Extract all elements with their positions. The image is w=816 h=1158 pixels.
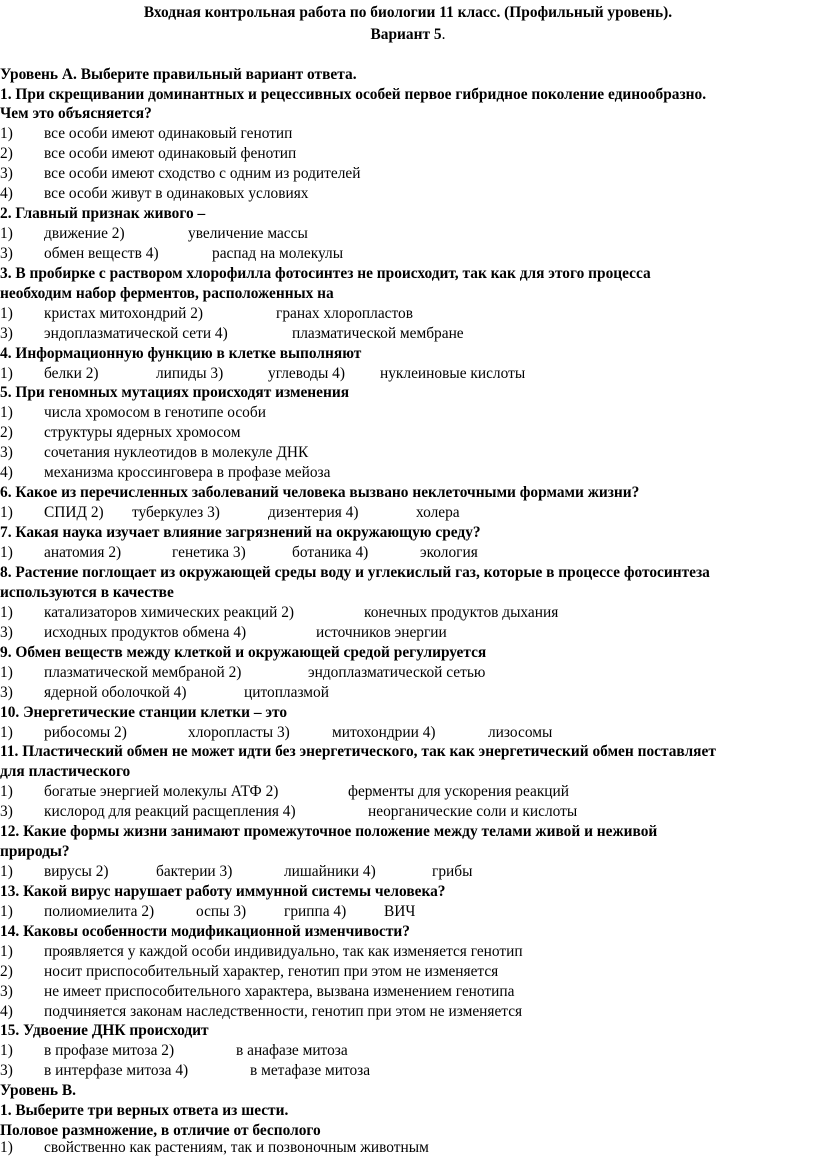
option-text: бактерии 3): [156, 863, 233, 880]
option-text: кислород для реакций расщепления 4): [44, 803, 296, 820]
option-text: эндоплазматической сетью: [308, 664, 486, 681]
option-text: рибосомы 2): [44, 724, 127, 741]
question-11-text: 11. Пластический обмен не может идти без энергетического, так как энергетический обмен поставляет: [0, 743, 716, 760]
question-12-text-cont: природы?: [0, 843, 70, 860]
option-text: белки 2): [44, 365, 99, 382]
option-text: ВИЧ: [384, 903, 416, 920]
question-10-text: 10. Энергетические станции клетки – это: [0, 704, 288, 721]
option-number: 1): [0, 1139, 13, 1156]
option-text: митохондрии 4): [332, 724, 436, 741]
option-number: 1): [0, 863, 13, 880]
question-8-text: 8. Растение поглощает из окружающей среды воду и углекислый газ, которые в процессе фотосинтеза: [0, 564, 710, 581]
option-text: генетика 3): [172, 544, 246, 561]
question-11-text-cont: для пластического: [0, 763, 131, 780]
option-text: эндоплазматической сети 4): [44, 325, 228, 342]
question-4-text: 4. Информационную функцию в клетке выполняют: [0, 345, 362, 362]
option-text: сочетания нуклеотидов в молекуле ДНК: [44, 444, 309, 461]
question-5-option-4: [0, 463, 812, 483]
option-number: 1): [0, 504, 13, 521]
option-number: 1): [0, 943, 13, 960]
option-text: все особи имеют одинаковый фенотип: [44, 145, 297, 162]
option-text: в интерфазе митоза 4): [44, 1062, 189, 1079]
level-b-task-1: 1. Выберите три верных ответа из шести.: [0, 1102, 289, 1119]
option-text: проявляется у каждой особи индивидуально, так как изменяется генотип: [44, 943, 523, 960]
option-number: 1): [0, 783, 13, 800]
option-text: распад на молекулы: [212, 245, 344, 262]
option-number: 4): [0, 1003, 13, 1020]
level-a-heading: Уровень А. Выберите правильный вариант ответа.: [0, 66, 357, 83]
option-text: нуклеиновые кислоты: [380, 365, 526, 382]
option-text: все особи имеют одинаковый генотип: [44, 125, 293, 142]
option-number: 1): [0, 365, 13, 382]
option-text: все особи живут в одинаковых условиях: [44, 185, 309, 202]
question-5-option-1: [0, 403, 812, 423]
option-text: в профазе митоза 2): [44, 1042, 175, 1059]
option-number: 1): [0, 724, 13, 741]
option-text: в анафазе митоза: [236, 1042, 348, 1059]
question-5-option-2: [0, 423, 812, 443]
question-1-option-3: [0, 164, 812, 184]
option-number: 1): [0, 225, 13, 242]
option-text: источников энергии: [316, 624, 447, 641]
option-number: 1): [0, 1042, 13, 1059]
option-text: кристах митохондрий 2): [44, 305, 204, 322]
variant-number: Вариант 5: [370, 26, 442, 43]
option-number: 1): [0, 664, 13, 681]
option-number: 4): [0, 464, 13, 481]
option-text: увеличение массы: [188, 225, 308, 242]
variant-label: [0, 25, 816, 45]
question-14-option-4: [0, 1002, 812, 1022]
option-number: 3): [0, 684, 13, 701]
option-text: механизма кроссинговера в профазе мейоза: [44, 464, 331, 481]
option-number: 4): [0, 185, 13, 202]
option-number: 1): [0, 544, 13, 561]
option-number: 2): [0, 145, 13, 162]
question-14-option-1: [0, 942, 812, 962]
option-text: лишайники 4): [284, 863, 376, 880]
option-text: конечных продуктов дыхания: [364, 604, 559, 621]
option-text: движение 2): [44, 225, 125, 242]
option-text: оспы 3): [196, 903, 247, 920]
option-text: богатые энергией молекулы АТФ 2): [44, 783, 279, 800]
question-12-text: 12. Какие формы жизни занимают промежуточное положение между телами живой и неживой: [0, 823, 658, 840]
question-1-option-2: [0, 144, 812, 164]
option-text: в метафазе митоза: [250, 1062, 371, 1079]
level-b-heading: Уровень В.: [0, 1082, 77, 1099]
question-1-text-cont: Чем это объясняется?: [0, 105, 152, 122]
worksheet-title: Входная контрольная работа по биологии 11 класс. (Профильный уровень).: [143, 4, 673, 21]
option-text: экология: [420, 544, 478, 561]
option-number: 1): [0, 305, 13, 322]
question-14-text: 14. Каковы особенности модификационной изменчивости?: [0, 923, 410, 940]
option-text: холера: [416, 504, 460, 521]
option-number: 3): [0, 245, 13, 262]
option-text: липиды 3): [156, 365, 224, 382]
question-1-option-4: [0, 184, 812, 204]
option-text: ядерной оболочкой 4): [44, 684, 187, 701]
option-text: грибы: [432, 863, 473, 880]
option-number: 3): [0, 803, 13, 820]
option-number: 2): [0, 963, 13, 980]
option-number: 3): [0, 1062, 13, 1079]
question-7-text: 7. Какая наука изучает влияние загрязнений на окружающую среду?: [0, 524, 481, 541]
question-1-option-1: [0, 124, 812, 144]
question-5-text: 5. При геномных мутациях происходят изменения: [0, 384, 350, 401]
question-3-text-cont: необходим набор ферментов, расположенных на: [0, 285, 334, 302]
option-text: СПИД 2): [44, 504, 104, 521]
option-text: неорганические соли и кислоты: [368, 803, 578, 820]
option-number: 3): [0, 444, 13, 461]
option-text: анатомия 2): [44, 544, 122, 561]
option-text: гриппа 4): [284, 903, 347, 920]
question-8-text-cont: используются в качестве: [0, 584, 174, 601]
question-5-option-3: [0, 443, 812, 463]
question-14-option-2: [0, 962, 812, 982]
option-text: носит приспособительный характер, генотип при этом не изменяется: [44, 963, 499, 980]
option-text: вирусы 2): [44, 863, 109, 880]
option-number: 3): [0, 165, 13, 182]
variant-period: .: [441, 26, 446, 43]
option-text: плазматической мембраной 2): [44, 664, 242, 681]
option-text: дизентерия 4): [268, 504, 359, 521]
option-number: 1): [0, 404, 13, 421]
level-b-task-1-subtitle: Половое размножение, в отличие от бесполого: [0, 1122, 321, 1139]
option-text: подчиняется законам наследственности, генотип при этом не изменяется: [44, 1003, 523, 1020]
option-number: 1): [0, 604, 13, 621]
option-number: 3): [0, 983, 13, 1000]
option-number: 1): [0, 125, 13, 142]
option-text: числа хромосом в генотипе особи: [44, 404, 266, 421]
question-6-text: 6. Какое из перечисленных заболеваний человека вызвано неклеточными формами жизни?: [0, 484, 640, 501]
option-text: ферменты для ускорения реакций: [348, 783, 569, 800]
question-2-text: 2. Главный признак живого –: [0, 205, 206, 222]
option-text: плазматической мембране: [292, 325, 464, 342]
option-text: структуры ядерных хромосом: [44, 424, 241, 441]
option-text: свойственно как растениям, так и позвоночным животным: [44, 1139, 429, 1156]
option-text: хлоропласты 3): [188, 724, 290, 741]
option-text: исходных продуктов обмена 4): [44, 624, 247, 641]
option-number: 2): [0, 424, 13, 441]
question-3-text: 3. В пробирке с раствором хлорофилла фотосинтез не происходит, так как для этого процесса: [0, 265, 651, 282]
option-number: 1): [0, 903, 13, 920]
option-text: лизосомы: [488, 724, 553, 741]
option-text: обмен веществ 4): [44, 245, 159, 262]
option-text: катализаторов химических реакций 2): [44, 604, 295, 621]
question-1-text: 1. При скрещивании доминантных и рецессивных особей первое гибридное поколение единообразно.: [0, 86, 707, 103]
option-text: углеводы 4): [268, 365, 345, 382]
option-text: туберкулез 3): [132, 504, 220, 521]
option-number: 3): [0, 624, 13, 641]
option-text: не имеет приспособительного характера, вызвана изменением генотипа: [44, 983, 515, 1000]
option-text: цитоплазмой: [244, 684, 329, 701]
option-text: ботаника 4): [292, 544, 369, 561]
option-text: все особи имеют сходство с одним из родителей: [44, 165, 361, 182]
question-14-option-3: [0, 982, 812, 1002]
level-b-option-1: [0, 1138, 812, 1158]
option-text: полиомиелита 2): [44, 903, 155, 920]
question-13-text: 13. Какой вирус нарушает работу иммунной системы человека?: [0, 883, 446, 900]
question-15-text: 15. Удвоение ДНК происходит: [0, 1022, 209, 1039]
question-9-text: 9. Обмен веществ между клеткой и окружающей средой регулируется: [0, 644, 487, 661]
option-number: 3): [0, 325, 13, 342]
option-text: гранах хлоропластов: [276, 305, 413, 322]
